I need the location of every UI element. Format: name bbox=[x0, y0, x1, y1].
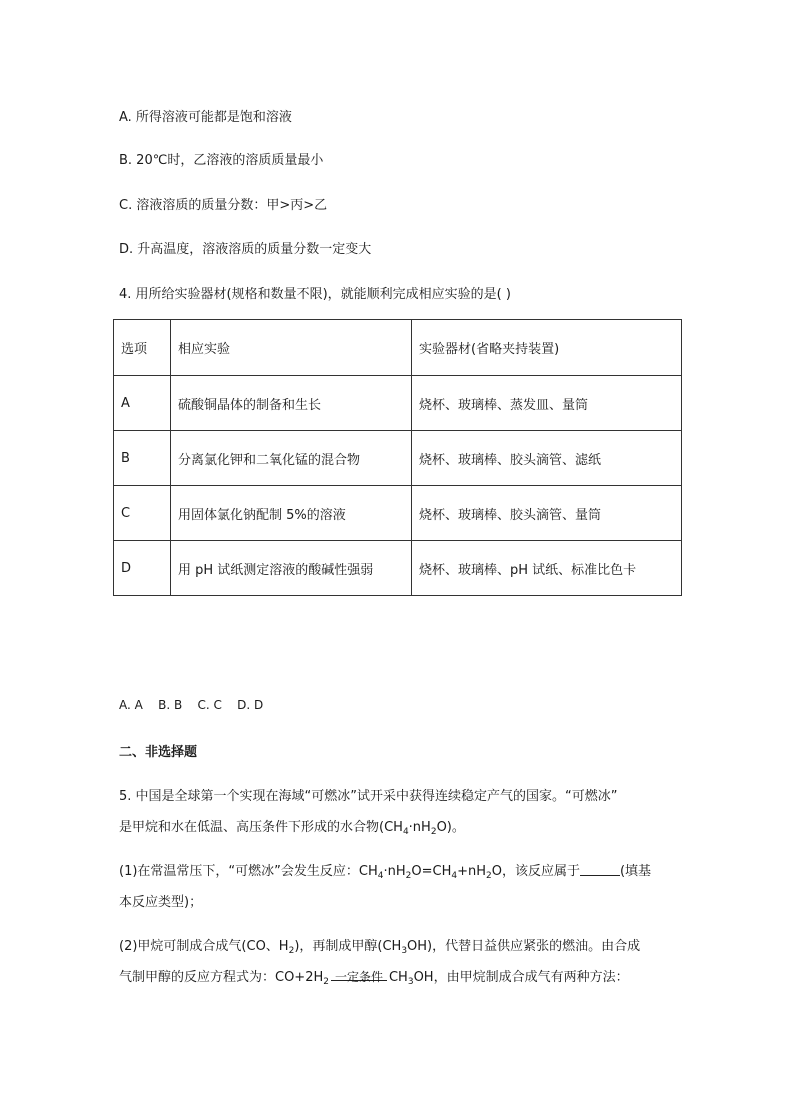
row-option: D bbox=[114, 541, 171, 596]
row-option: C bbox=[114, 486, 171, 541]
q3-option-d: D. 升高温度，溶液溶质的质量分数一定变大 bbox=[119, 242, 372, 257]
q3-option-b: B. 20℃时，乙溶液的溶质质量最小 bbox=[119, 153, 324, 168]
row-equipment: 烧杯、玻璃棒、蒸发皿、量筒 bbox=[412, 376, 682, 431]
q4-answer-options: A. A B. B C. C D. D bbox=[119, 698, 264, 712]
header-equipment: 实验器材(省略夹持装置) bbox=[412, 320, 682, 376]
q5-stem-line1: 5. 中国是全球第一个实现在海域“可燃冰”试开采中获得连续稳定产气的国家。“可燃冰” bbox=[119, 789, 618, 804]
row-experiment: 硫酸铜晶体的制备和生长 bbox=[171, 376, 412, 431]
q5-part1-line2: 本反应类型)； bbox=[119, 895, 203, 910]
experiment-table bbox=[113, 319, 682, 596]
table-row bbox=[114, 486, 682, 541]
section-title: 二、非选择题 bbox=[119, 745, 198, 760]
reaction-condition-arrow: 一定条件 bbox=[329, 970, 389, 985]
header-experiment: 相应实验 bbox=[171, 320, 412, 376]
q5-part2-line2: 气制甲醇的反应方程式为：$CO+2H_2$ 一定条件 $CH_3OH$，由甲烷制成合成气有两种方法： bbox=[119, 970, 629, 987]
answer-blank[interactable] bbox=[580, 863, 620, 876]
header-option: 选项 bbox=[114, 320, 171, 376]
row-option: B bbox=[114, 431, 171, 486]
table-row bbox=[114, 541, 682, 596]
row-experiment: 用固体氯化钠配制 5%的溶液 bbox=[171, 486, 412, 541]
row-equipment: 烧杯、玻璃棒、胶头滴管、量筒 bbox=[412, 486, 682, 541]
row-experiment: 分离氯化钾和二氧化锰的混合物 bbox=[171, 431, 412, 486]
row-equipment: 烧杯、玻璃棒、胶头滴管、滤纸 bbox=[412, 431, 682, 486]
q5-part1-line1: (1)在常温常压下，“可燃冰”会发生反应：$CH_4\cdot nH_2O=CH_4+nH_2O$，该反应属于 (填基 bbox=[119, 864, 652, 881]
q3-option-c: C. 溶液溶质的质量分数：甲>丙>乙 bbox=[119, 198, 328, 213]
row-option: A bbox=[114, 376, 171, 431]
row-equipment: 烧杯、玻璃棒、pH 试纸、标准比色卡 bbox=[412, 541, 682, 596]
q5-stem-line2: 是甲烷和水在低温、高压条件下形成的水合物$(CH_4\cdot nH_2O)$。 bbox=[119, 820, 465, 837]
row-experiment: 用 pH 试纸测定溶液的酸碱性强弱 bbox=[171, 541, 412, 596]
table-header-row bbox=[114, 320, 682, 376]
q3-option-a: A. 所得溶液可能都是饱和溶液 bbox=[119, 110, 292, 125]
table-row bbox=[114, 376, 682, 431]
table-row bbox=[114, 431, 682, 486]
q4-stem: 4. 用所给实验器材(规格和数量不限)，就能顺利完成相应实验的是( ) bbox=[119, 287, 511, 302]
q5-part2-line1: (2)甲烷可制成合成气(CO、$H_2$)，再制成甲醇$(CH_3OH)$，代替日益供应紧张的燃油。由合成 bbox=[119, 939, 641, 956]
